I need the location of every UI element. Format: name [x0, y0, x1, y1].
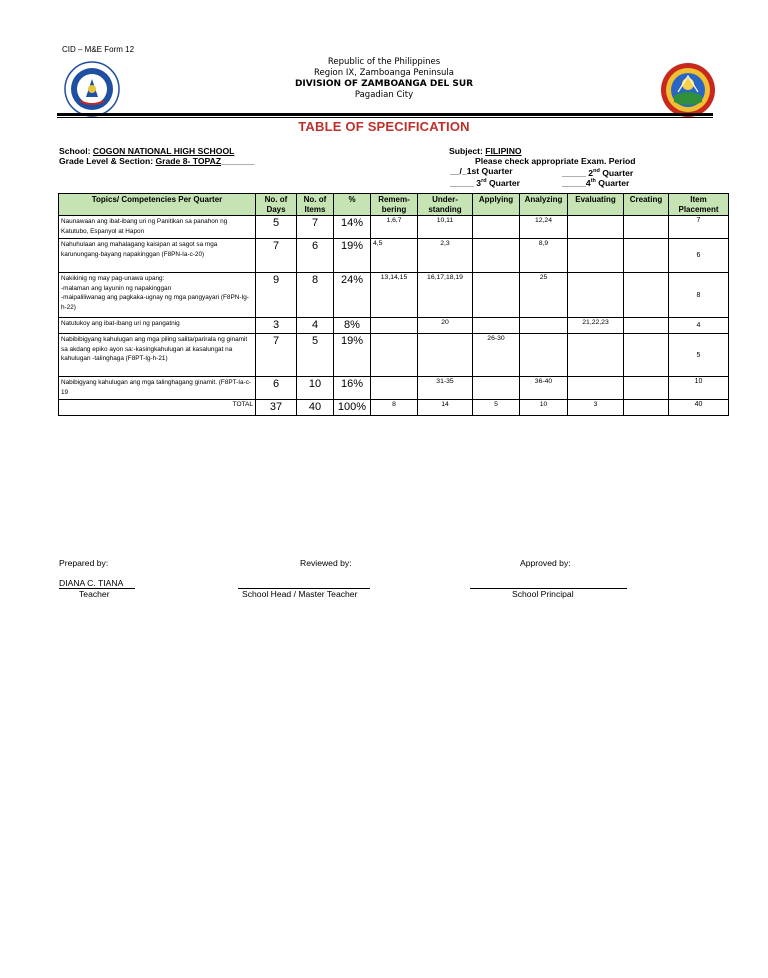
- total-analyzing: 10: [520, 400, 568, 416]
- evaluating-cell: [568, 216, 624, 239]
- header-topics: Topics/ Competencies Per Quarter: [59, 194, 256, 216]
- header-evaluating: Evaluating: [568, 194, 624, 216]
- remembering-cell: [371, 318, 418, 334]
- items-cell: 8: [297, 273, 334, 318]
- total-percent: 100%: [334, 400, 371, 416]
- preparer-name: DIANA C. TIANA: [59, 578, 124, 588]
- placement-cell: 8: [669, 273, 729, 318]
- evaluating-cell: [568, 239, 624, 273]
- applying-cell: [473, 239, 520, 273]
- preparer-role: Teacher: [79, 589, 110, 599]
- percent-cell: 14%: [334, 216, 371, 239]
- evaluating-cell: [568, 377, 624, 400]
- remembering-cell: [371, 334, 418, 377]
- table-header-row: [59, 194, 729, 216]
- header-placement: Item Placement: [669, 194, 729, 216]
- subject-label: Subject:: [449, 146, 486, 156]
- percent-cell: 19%: [334, 239, 371, 273]
- creating-cell: [624, 334, 669, 377]
- understanding-cell: 31-35: [418, 377, 473, 400]
- applying-cell: 26-30: [473, 334, 520, 377]
- placement-cell: 10: [669, 377, 729, 400]
- total-creating: [624, 400, 669, 416]
- days-cell: 7: [256, 334, 297, 377]
- placement-cell: 5: [669, 334, 729, 377]
- total-understanding: 14: [418, 400, 473, 416]
- quarter-2-option: _____ 2nd Quarter: [562, 167, 634, 178]
- topic-cell: Nabibigyang kahulugan ang mga talinghagang ginamit. (F8PT-Ia-c-19: [59, 377, 256, 400]
- header-applying: Applying: [473, 194, 520, 216]
- total-placement: 40: [669, 400, 729, 416]
- school-label: School:: [59, 146, 93, 156]
- percent-cell: 19%: [334, 334, 371, 377]
- items-cell: 5: [297, 334, 334, 377]
- quarter-3-option: _____ 3rd Quarter: [450, 177, 521, 188]
- specification-table: [58, 193, 729, 416]
- understanding-cell: 2,3: [418, 239, 473, 273]
- placement-cell: 4: [669, 318, 729, 334]
- evaluating-cell: [568, 334, 624, 377]
- table-row: [59, 273, 729, 318]
- table-row: [59, 318, 729, 334]
- items-cell: 7: [297, 216, 334, 239]
- total-remembering: 8: [371, 400, 418, 416]
- subject-value: FILIPINO: [485, 146, 522, 156]
- analyzing-cell: 12,24: [520, 216, 568, 239]
- items-cell: 4: [297, 318, 334, 334]
- analyzing-cell: 36-40: [520, 377, 568, 400]
- header-creating: Creating: [624, 194, 669, 216]
- subject-line: [449, 146, 522, 157]
- division-seal-icon: [660, 62, 716, 118]
- analyzing-cell: [520, 334, 568, 377]
- reviewed-by-label: Reviewed by:: [300, 558, 352, 568]
- remembering-cell: [371, 377, 418, 400]
- understanding-cell: 20: [418, 318, 473, 334]
- approver-role: School Principal: [512, 589, 574, 599]
- header-remembering: Remem-bering: [371, 194, 418, 216]
- school-line: [59, 146, 234, 157]
- quarter-1-option: __/_1st Quarter: [450, 166, 513, 176]
- topic-cell: Naunawaan ang ibat-ibang uri ng Panitikan sa panahon ng Katutubo, Espanyol at Hapon: [59, 216, 256, 239]
- percent-cell: 16%: [334, 377, 371, 400]
- school-value: COGON NATIONAL HIGH SCHOOL: [92, 146, 235, 156]
- prepared-by-label: Prepared by:: [59, 558, 109, 568]
- total-days: 37: [256, 400, 297, 416]
- days-cell: 9: [256, 273, 297, 318]
- days-cell: 7: [256, 239, 297, 273]
- header-days: No. of Days: [256, 194, 297, 216]
- table-total-row: [59, 400, 729, 416]
- applying-cell: [473, 216, 520, 239]
- header-rule-thick: [57, 113, 713, 116]
- analyzing-cell: 25: [520, 273, 568, 318]
- total-label: TOTAL: [59, 400, 256, 416]
- items-cell: 10: [297, 377, 334, 400]
- quarter-4-option: _____4th Quarter: [562, 177, 630, 188]
- total-items: 40: [297, 400, 334, 416]
- table-row: [59, 377, 729, 400]
- table-row: [59, 239, 729, 273]
- creating-cell: [624, 216, 669, 239]
- header-percent: %: [334, 194, 371, 216]
- applying-cell: [473, 273, 520, 318]
- letterhead-line2: Region IX, Zamboanga Peninsula: [314, 68, 454, 78]
- days-cell: 3: [256, 318, 297, 334]
- placement-cell: 7: [669, 216, 729, 239]
- topic-cell: Nahuhulaan ang mahalagang kaisipan at sagot sa mga karunungang-bayang napakinggan (F8PN-Ia-c-20): [59, 239, 256, 273]
- understanding-cell: [418, 334, 473, 377]
- header-items: No. of Items: [297, 194, 334, 216]
- remembering-cell: 4,5: [371, 239, 418, 273]
- header-understanding: Under-standing: [418, 194, 473, 216]
- document-title: TABLE OF SPECIFICATION: [298, 119, 470, 134]
- topic-cell: Nakikinig ng may pag-unawa upang: -malaman ang layunin ng napakinggan -maipaliliwanag ang pagkaka-ugnay ng mga pangyayari (F8PN-Ig-h-22): [59, 273, 256, 318]
- approved-by-label: Approved by:: [520, 558, 571, 568]
- table-row: [59, 216, 729, 239]
- evaluating-cell: [568, 273, 624, 318]
- total-applying: 5: [473, 400, 520, 416]
- grade-label: Grade Level & Section:: [59, 156, 156, 166]
- understanding-cell: 10,11: [418, 216, 473, 239]
- placement-cell: 6: [669, 239, 729, 273]
- days-cell: 5: [256, 216, 297, 239]
- creating-cell: [624, 273, 669, 318]
- header-rule-thin: [57, 117, 713, 118]
- header-analyzing: Analyzing: [520, 194, 568, 216]
- topic-cell: Natutukoy ang ibat-ibang uri ng pangatnig: [59, 318, 256, 334]
- reviewer-role: School Head / Master Teacher: [242, 589, 358, 599]
- total-evaluating: 3: [568, 400, 624, 416]
- analyzing-cell: [520, 318, 568, 334]
- days-cell: 6: [256, 377, 297, 400]
- items-cell: 6: [297, 239, 334, 273]
- grade-line: Grade Level & Section: Grade 8- TOPAZ_______: [59, 156, 255, 166]
- percent-cell: 8%: [334, 318, 371, 334]
- topic-cell: Nabibibigyang kahulugan ang mga piling salita/parirala ng ginamit sa akdang epiko ayon sa:-kasingkahulugan at kasalungat na kahulugan -talinghaga (F8PT-Ig-h-21): [59, 334, 256, 377]
- grade-value: Grade 8- TOPAZ: [155, 156, 222, 166]
- exam-period-instruction: Please check appropriate Exam. Period: [475, 156, 636, 166]
- letterhead-city: Pagadian City: [354, 90, 414, 100]
- form-code: CID – M&E Form 12: [62, 45, 135, 54]
- creating-cell: [624, 318, 669, 334]
- creating-cell: [624, 239, 669, 273]
- understanding-cell: 16,17,18,19: [418, 273, 473, 318]
- evaluating-cell: 21,22,23: [568, 318, 624, 334]
- creating-cell: [624, 377, 669, 400]
- letterhead-line1: Republic of the Philippines: [327, 57, 441, 67]
- letterhead-division: DIVISION OF ZAMBOANGA DEL SUR: [294, 79, 474, 89]
- remembering-cell: 1,6,7: [371, 216, 418, 239]
- percent-cell: 24%: [334, 273, 371, 318]
- applying-cell: [473, 318, 520, 334]
- applying-cell: [473, 377, 520, 400]
- remembering-cell: 13,14,15: [371, 273, 418, 318]
- table-row: [59, 334, 729, 377]
- analyzing-cell: 8,9: [520, 239, 568, 273]
- letterhead: [0, 57, 768, 101]
